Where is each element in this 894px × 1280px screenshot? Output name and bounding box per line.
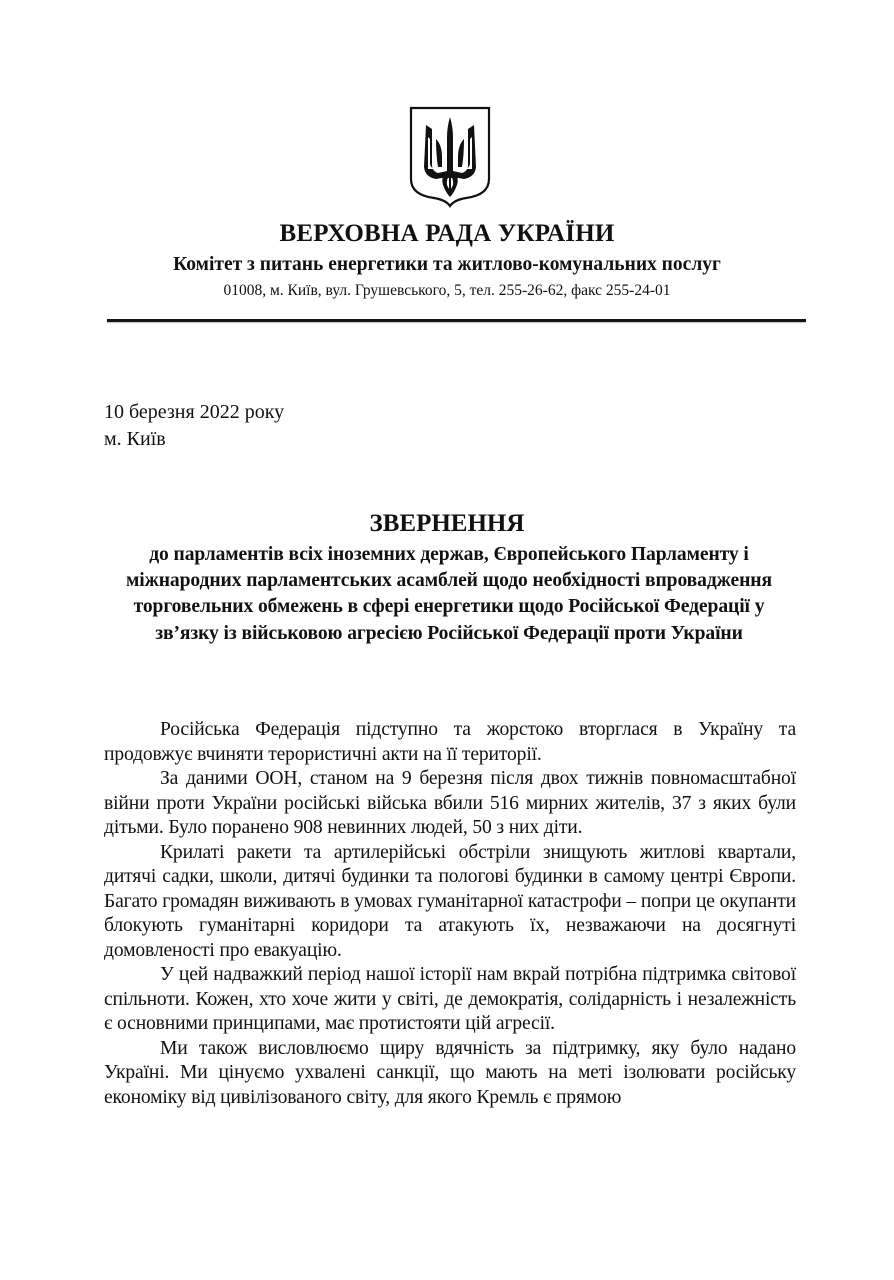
paragraph: Російська Федерація підступно та жорстоко вторглася в Україну та продовжує вчиняти терористичні акти на її території.: [104, 719, 796, 765]
ukraine-trident-emblem-icon: [408, 105, 492, 208]
contact-address: 01008, м. Київ, вул. Грушевського, 5, тел. 255-26-62, факс 255-24-01: [223, 282, 671, 299]
committee-name: Комітет з питань енергетики та житлово-комунальних послуг: [173, 254, 721, 275]
document-date: 10 березня 2022 року: [104, 401, 285, 423]
document-title: ЗВЕРНЕННЯ: [369, 510, 525, 537]
document-subtitle: до парламентів всіх іноземних держав, Європейського Парламенту і міжнародних парламентських асамблей щодо необхідності впровадження торговельних обмежень в сфері енергетики щодо Російської Федерації у зв’язку із військовою агресією Російської Федерації проти України: [126, 544, 772, 644]
paragraph: Крилаті ракети та артилерійські обстріли знищують житлові квартали, дитячі садки, школи, дитячі будинки та пологові будинки в самому центрі Європи. Багато громадян виживають в умовах гуманітарної катастрофи – попри це окупанти блокують гуманітарні коридори та атакують їх, незважаючи на досягнуті домовленості про евакуацію.: [104, 841, 796, 961]
paragraph: Ми також висловлюємо щиру вдячність за підтримку, яку було надано Україні. Ми цінуємо ухвалені санкції, що мають на меті ізолювати російську економіку від цивілізованого світу, для якого Кремль є прямою: [104, 1037, 796, 1108]
document-body: [104, 718, 796, 1110]
organization-name: ВЕРХОВНА РАДА УКРАЇНИ: [279, 220, 615, 247]
paragraph: За даними ООН, станом на 9 березня після двох тижнів повномасштабної війни проти України російські війська вбили 516 мирних жителів, 37 з яких були дітьми. Було поранено 908 невинних людей, 50 з них діти.: [104, 768, 796, 838]
paragraph: У цей надважкий період нашої історії нам вкрай потрібна підтримка світової спільноти. Кожен, хто хоче жити у світі, де демократія, солідарність і незалежність є основними принципами, має протистояти цій агресії.: [104, 964, 796, 1034]
letterhead-divider: [107, 319, 806, 322]
document-city: м. Київ: [104, 428, 166, 450]
